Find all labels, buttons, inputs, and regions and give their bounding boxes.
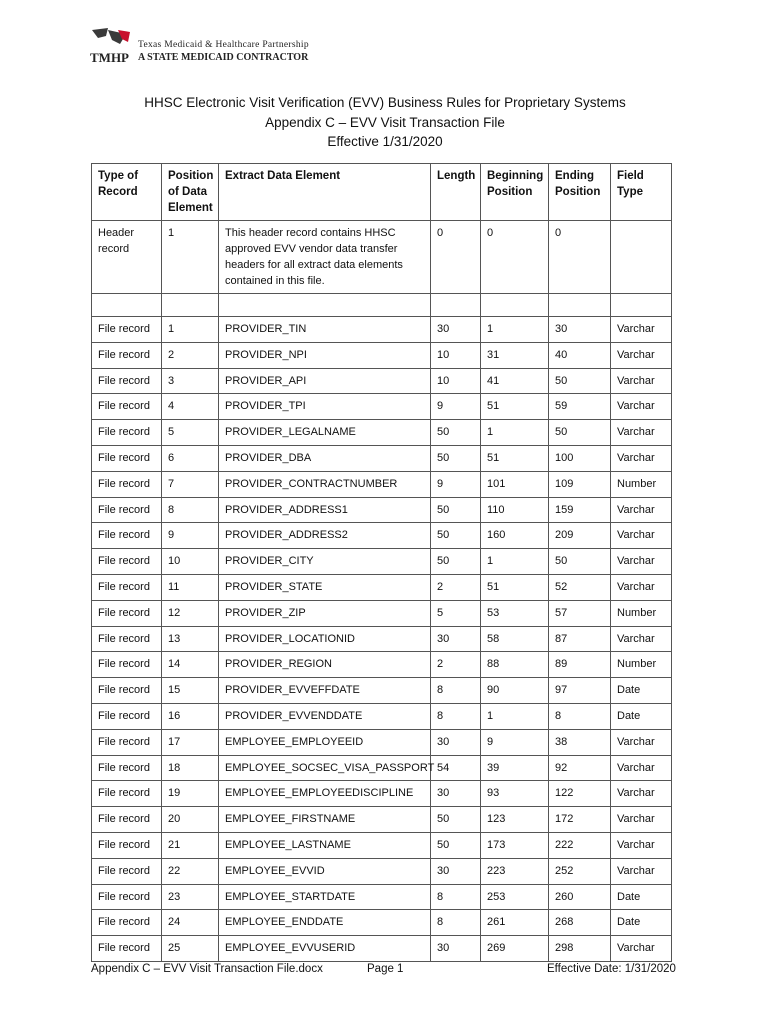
cell-end: 97 — [549, 678, 611, 704]
cell-position: 1 — [162, 317, 219, 343]
cell-begin: 31 — [481, 342, 549, 368]
cell-position: 3 — [162, 368, 219, 394]
cell-length: 9 — [431, 471, 481, 497]
cell-field-type — [611, 221, 672, 294]
cell-field-type: Number — [611, 600, 672, 626]
cell-field-type: Varchar — [611, 807, 672, 833]
cell-position: 1 — [162, 221, 219, 294]
cell-field-type: Varchar — [611, 342, 672, 368]
table-row — [92, 549, 672, 575]
cell-begin: 9 — [481, 729, 549, 755]
cell-begin: 123 — [481, 807, 549, 833]
cell-length: 30 — [431, 729, 481, 755]
cell-begin: 53 — [481, 600, 549, 626]
cell-type: File record — [92, 858, 162, 884]
cell-type: File record — [92, 781, 162, 807]
cell-element: PROVIDER_TIN — [219, 317, 431, 343]
cell-length: 8 — [431, 884, 481, 910]
cell-length: 50 — [431, 523, 481, 549]
cell-begin: 39 — [481, 755, 549, 781]
cell-position: 16 — [162, 703, 219, 729]
cell-type: File record — [92, 420, 162, 446]
cell-length: 8 — [431, 678, 481, 704]
cell-field-type: Varchar — [611, 832, 672, 858]
cell-begin: 1 — [481, 549, 549, 575]
cell-element: PROVIDER_DBA — [219, 445, 431, 471]
cell-begin: 173 — [481, 832, 549, 858]
table-header-row — [92, 164, 672, 221]
cell-end: 50 — [549, 368, 611, 394]
cell-type: File record — [92, 471, 162, 497]
cell-type: File record — [92, 549, 162, 575]
cell-length: 54 — [431, 755, 481, 781]
cell-type: File record — [92, 910, 162, 936]
cell-position: 10 — [162, 549, 219, 575]
cell-length: 30 — [431, 317, 481, 343]
cell-element: EMPLOYEE_LASTNAME — [219, 832, 431, 858]
footer-effective-date: Effective Date: 1/31/2020 — [547, 963, 676, 975]
cell-field-type: Varchar — [611, 936, 672, 962]
cell-length: 50 — [431, 807, 481, 833]
cell-length: 30 — [431, 936, 481, 962]
cell-element: EMPLOYEE_EVVUSERID — [219, 936, 431, 962]
empty-cell — [219, 294, 431, 317]
table-row — [92, 394, 672, 420]
cell-type: File record — [92, 652, 162, 678]
cell-length: 50 — [431, 420, 481, 446]
table-row — [92, 317, 672, 343]
cell-type: File record — [92, 884, 162, 910]
cell-element: EMPLOYEE_SOCSEC_VISA_PASSPORT — [219, 755, 431, 781]
footer-filename: Appendix C – EVV Visit Transaction File.docx — [91, 963, 323, 975]
cell-length: 50 — [431, 445, 481, 471]
header-record-row — [92, 221, 672, 294]
table-row — [92, 471, 672, 497]
cell-field-type: Varchar — [611, 574, 672, 600]
cell-element: PROVIDER_STATE — [219, 574, 431, 600]
cell-end: 40 — [549, 342, 611, 368]
cell-length: 8 — [431, 910, 481, 936]
cell-begin: 253 — [481, 884, 549, 910]
cell-end: 268 — [549, 910, 611, 936]
cell-position: 12 — [162, 600, 219, 626]
cell-length: 8 — [431, 703, 481, 729]
table-row — [92, 574, 672, 600]
cell-type: File record — [92, 445, 162, 471]
logo-tagline: A STATE MEDICAID CONTRACTOR — [138, 52, 309, 63]
cell-element: EMPLOYEE_STARTDATE — [219, 884, 431, 910]
cell-begin: 51 — [481, 394, 549, 420]
cell-position: 21 — [162, 832, 219, 858]
column-header: Length — [431, 164, 481, 221]
cell-element: PROVIDER_ADDRESS1 — [219, 497, 431, 523]
cell-field-type: Number — [611, 471, 672, 497]
cell-begin: 90 — [481, 678, 549, 704]
cell-end: 172 — [549, 807, 611, 833]
cell-length: 0 — [431, 221, 481, 294]
cell-element: PROVIDER_REGION — [219, 652, 431, 678]
cell-length: 30 — [431, 858, 481, 884]
cell-element: PROVIDER_CONTRACTNUMBER — [219, 471, 431, 497]
table-row — [92, 832, 672, 858]
evv-transaction-table — [91, 163, 672, 962]
cell-begin: 269 — [481, 936, 549, 962]
title-line-2: Appendix C – EVV Visit Transaction File — [265, 114, 505, 130]
cell-type: Header record — [92, 221, 162, 294]
cell-type: File record — [92, 523, 162, 549]
spacer-row — [92, 294, 672, 317]
cell-field-type: Date — [611, 703, 672, 729]
cell-field-type: Varchar — [611, 394, 672, 420]
cell-position: 15 — [162, 678, 219, 704]
table-row — [92, 678, 672, 704]
tmhp-logo — [90, 26, 320, 66]
cell-begin: 110 — [481, 497, 549, 523]
table-row — [92, 807, 672, 833]
empty-cell — [611, 294, 672, 317]
table-row — [92, 523, 672, 549]
cell-type: File record — [92, 600, 162, 626]
cell-type: File record — [92, 317, 162, 343]
cell-position: 17 — [162, 729, 219, 755]
cell-length: 10 — [431, 368, 481, 394]
table-row — [92, 497, 672, 523]
table-row — [92, 420, 672, 446]
cell-element: EMPLOYEE_EMPLOYEEID — [219, 729, 431, 755]
cell-begin: 261 — [481, 910, 549, 936]
cell-type: File record — [92, 729, 162, 755]
cell-element: PROVIDER_EVVENDDATE — [219, 703, 431, 729]
cell-field-type: Varchar — [611, 445, 672, 471]
column-header: Beginning Position — [481, 164, 549, 221]
cell-end: 57 — [549, 600, 611, 626]
table-row — [92, 600, 672, 626]
cell-end: 92 — [549, 755, 611, 781]
cell-end: 222 — [549, 832, 611, 858]
table-row — [92, 703, 672, 729]
cell-length: 30 — [431, 626, 481, 652]
cell-begin: 1 — [481, 420, 549, 446]
empty-cell — [92, 294, 162, 317]
table-row — [92, 626, 672, 652]
cell-position: 5 — [162, 420, 219, 446]
cell-type: File record — [92, 678, 162, 704]
cell-field-type: Varchar — [611, 626, 672, 652]
cell-element: PROVIDER_NPI — [219, 342, 431, 368]
table-row — [92, 755, 672, 781]
cell-position: 4 — [162, 394, 219, 420]
column-header: Field Type — [611, 164, 672, 221]
cell-field-type: Varchar — [611, 420, 672, 446]
cell-position: 25 — [162, 936, 219, 962]
cell-type: File record — [92, 832, 162, 858]
cell-field-type: Varchar — [611, 549, 672, 575]
cell-length: 9 — [431, 394, 481, 420]
cell-end: 30 — [549, 317, 611, 343]
table-row — [92, 884, 672, 910]
cell-position: 18 — [162, 755, 219, 781]
cell-field-type: Number — [611, 652, 672, 678]
cell-end: 252 — [549, 858, 611, 884]
cell-begin: 93 — [481, 781, 549, 807]
cell-element: EMPLOYEE_EVVID — [219, 858, 431, 884]
cell-position: 23 — [162, 884, 219, 910]
cell-field-type: Varchar — [611, 317, 672, 343]
cell-position: 22 — [162, 858, 219, 884]
cell-begin: 1 — [481, 317, 549, 343]
cell-end: 59 — [549, 394, 611, 420]
table-row — [92, 445, 672, 471]
cell-end: 50 — [549, 420, 611, 446]
cell-begin: 101 — [481, 471, 549, 497]
cell-field-type: Date — [611, 678, 672, 704]
cell-end: 260 — [549, 884, 611, 910]
cell-end: 8 — [549, 703, 611, 729]
cell-end: 50 — [549, 549, 611, 575]
cell-end: 0 — [549, 221, 611, 294]
cell-field-type: Varchar — [611, 523, 672, 549]
cell-end: 122 — [549, 781, 611, 807]
table-row — [92, 910, 672, 936]
cell-type: File record — [92, 497, 162, 523]
cell-position: 8 — [162, 497, 219, 523]
cell-length: 50 — [431, 832, 481, 858]
cell-begin: 51 — [481, 574, 549, 600]
cell-end: 159 — [549, 497, 611, 523]
cell-position: 20 — [162, 807, 219, 833]
cell-end: 52 — [549, 574, 611, 600]
cell-begin: 160 — [481, 523, 549, 549]
cell-field-type: Varchar — [611, 729, 672, 755]
cell-type: File record — [92, 342, 162, 368]
cell-position: 13 — [162, 626, 219, 652]
column-header: Position of Data Element — [162, 164, 219, 221]
cell-length: 5 — [431, 600, 481, 626]
cell-end: 109 — [549, 471, 611, 497]
table-row — [92, 781, 672, 807]
table-row — [92, 342, 672, 368]
cell-element: PROVIDER_LOCATIONID — [219, 626, 431, 652]
cell-field-type: Varchar — [611, 368, 672, 394]
cell-element: PROVIDER_CITY — [219, 549, 431, 575]
cell-type: File record — [92, 574, 162, 600]
footer-page-number: Page 1 — [367, 963, 404, 975]
table-row — [92, 652, 672, 678]
cell-begin: 0 — [481, 221, 549, 294]
title-line-1: HHSC Electronic Visit Verification (EVV) Business Rules for Proprietary Systems — [144, 95, 626, 110]
cell-element: PROVIDER_API — [219, 368, 431, 394]
cell-length: 10 — [431, 342, 481, 368]
cell-element: PROVIDER_EVVEFFDATE — [219, 678, 431, 704]
document-title — [0, 93, 770, 152]
cell-type: File record — [92, 626, 162, 652]
cell-position: 19 — [162, 781, 219, 807]
column-header: Ending Position — [549, 164, 611, 221]
empty-cell — [481, 294, 549, 317]
cell-position: 24 — [162, 910, 219, 936]
cell-end: 38 — [549, 729, 611, 755]
cell-element: PROVIDER_TPI — [219, 394, 431, 420]
cell-field-type: Date — [611, 910, 672, 936]
cell-position: 14 — [162, 652, 219, 678]
empty-cell — [431, 294, 481, 317]
cell-field-type: Varchar — [611, 497, 672, 523]
cell-begin: 41 — [481, 368, 549, 394]
table-row — [92, 729, 672, 755]
cell-length: 2 — [431, 574, 481, 600]
empty-cell — [549, 294, 611, 317]
cell-type: File record — [92, 936, 162, 962]
column-header: Extract Data Element — [219, 164, 431, 221]
cell-length: 50 — [431, 549, 481, 575]
cell-length: 30 — [431, 781, 481, 807]
cell-end: 209 — [549, 523, 611, 549]
cell-element: PROVIDER_ZIP — [219, 600, 431, 626]
cell-type: File record — [92, 807, 162, 833]
cell-end: 298 — [549, 936, 611, 962]
cell-type: File record — [92, 703, 162, 729]
cell-element: PROVIDER_LEGALNAME — [219, 420, 431, 446]
cell-field-type: Varchar — [611, 781, 672, 807]
cell-element: This header record contains HHSC approved EVV vendor data transfer headers for all extract data elements contained in this file. — [219, 221, 431, 294]
cell-type: File record — [92, 394, 162, 420]
cell-begin: 1 — [481, 703, 549, 729]
title-line-3: Effective 1/31/2020 — [327, 134, 443, 149]
column-header: Type of Record — [92, 164, 162, 221]
cell-begin: 223 — [481, 858, 549, 884]
cell-position: 7 — [162, 471, 219, 497]
table-row — [92, 936, 672, 962]
cell-element: EMPLOYEE_FIRSTNAME — [219, 807, 431, 833]
cell-field-type: Date — [611, 884, 672, 910]
cell-position: 6 — [162, 445, 219, 471]
cell-position: 11 — [162, 574, 219, 600]
logo-abbr: TMHP — [90, 50, 129, 65]
cell-type: File record — [92, 368, 162, 394]
cell-begin: 51 — [481, 445, 549, 471]
table-row — [92, 368, 672, 394]
cell-end: 87 — [549, 626, 611, 652]
cell-length: 50 — [431, 497, 481, 523]
cell-length: 2 — [431, 652, 481, 678]
logo-org-name: Texas Medicaid & Healthcare Partnership — [138, 40, 309, 50]
cell-begin: 58 — [481, 626, 549, 652]
table-row — [92, 858, 672, 884]
cell-position: 9 — [162, 523, 219, 549]
cell-field-type: Varchar — [611, 755, 672, 781]
cell-begin: 88 — [481, 652, 549, 678]
cell-element: EMPLOYEE_ENDDATE — [219, 910, 431, 936]
cell-position: 2 — [162, 342, 219, 368]
cell-end: 89 — [549, 652, 611, 678]
cell-element: EMPLOYEE_EMPLOYEEDISCIPLINE — [219, 781, 431, 807]
cell-element: PROVIDER_ADDRESS2 — [219, 523, 431, 549]
cell-type: File record — [92, 755, 162, 781]
tmhp-logo-mark-icon — [90, 26, 134, 52]
empty-cell — [162, 294, 219, 317]
cell-field-type: Varchar — [611, 858, 672, 884]
cell-end: 100 — [549, 445, 611, 471]
